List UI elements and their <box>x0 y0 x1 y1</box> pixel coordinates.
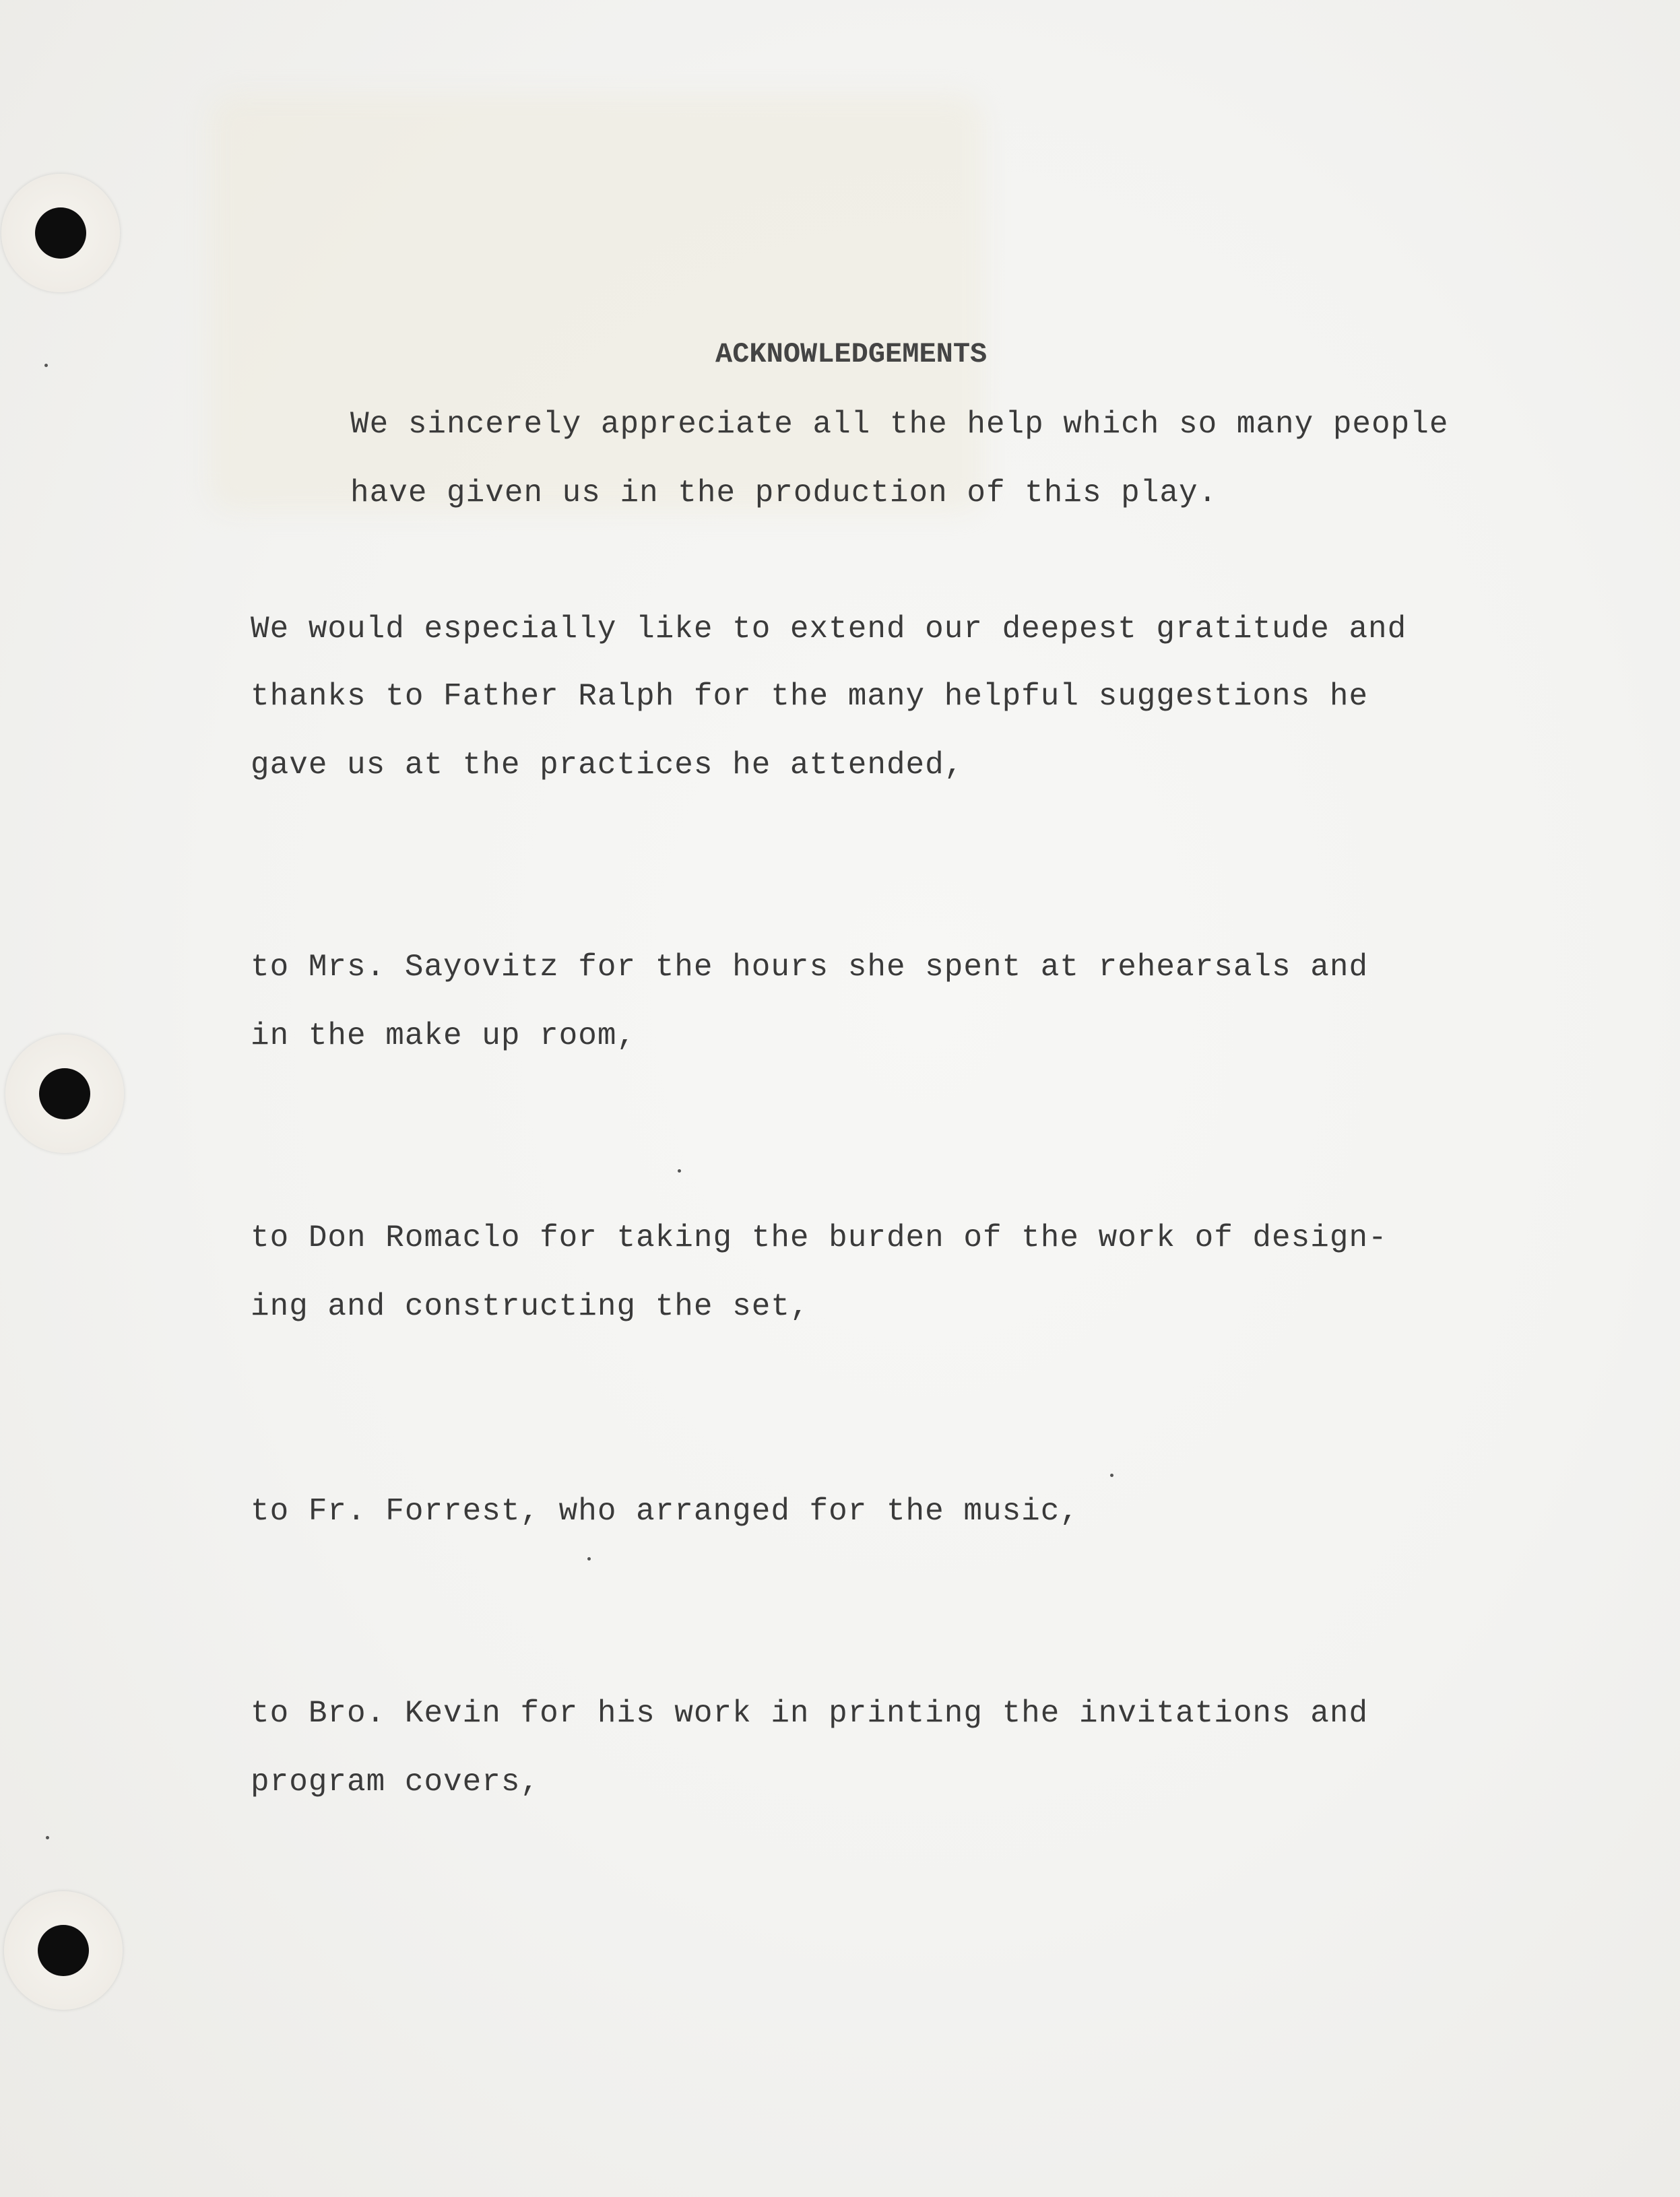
text-line: in the make up room, <box>251 1018 637 1053</box>
paper-speck <box>678 1169 681 1173</box>
document-title: ACKNOWLEDGEMENTS <box>715 338 988 370</box>
text-line: to Fr. Forrest, who arranged for the music, <box>251 1494 1079 1529</box>
text-line: to Don Romaclo for taking the burden of the work of design- <box>251 1220 1388 1255</box>
text-line: have given us in the production of this play. <box>350 476 1218 511</box>
punch-hole-top <box>1 174 120 292</box>
text-line: thanks to Father Ralph for the many helpful suggestions he <box>251 679 1369 714</box>
paper-stain <box>209 94 983 512</box>
hole-icon <box>38 1925 89 1976</box>
text-line: ing and constructing the set, <box>251 1289 810 1324</box>
hole-icon <box>39 1068 90 1119</box>
paper-speck <box>1110 1474 1113 1477</box>
text-line: to Mrs. Sayovitz for the hours she spent at rehearsals and <box>251 950 1369 985</box>
paper-speck <box>46 1836 49 1839</box>
paper-speck <box>587 1557 591 1561</box>
text-line: program covers, <box>251 1765 540 1800</box>
text-line: to Bro. Kevin for his work in printing the invitations and <box>251 1696 1369 1731</box>
text-line: gave us at the practices he attended, <box>251 748 964 783</box>
hole-icon <box>35 207 86 259</box>
punch-hole-bottom <box>4 1891 123 2010</box>
punch-hole-middle <box>5 1035 124 1153</box>
paper-speck <box>44 364 48 367</box>
text-line: We sincerely appreciate all the help which so many people <box>350 407 1449 442</box>
text-line: We would especially like to extend our deepest gratitude and <box>251 612 1407 647</box>
